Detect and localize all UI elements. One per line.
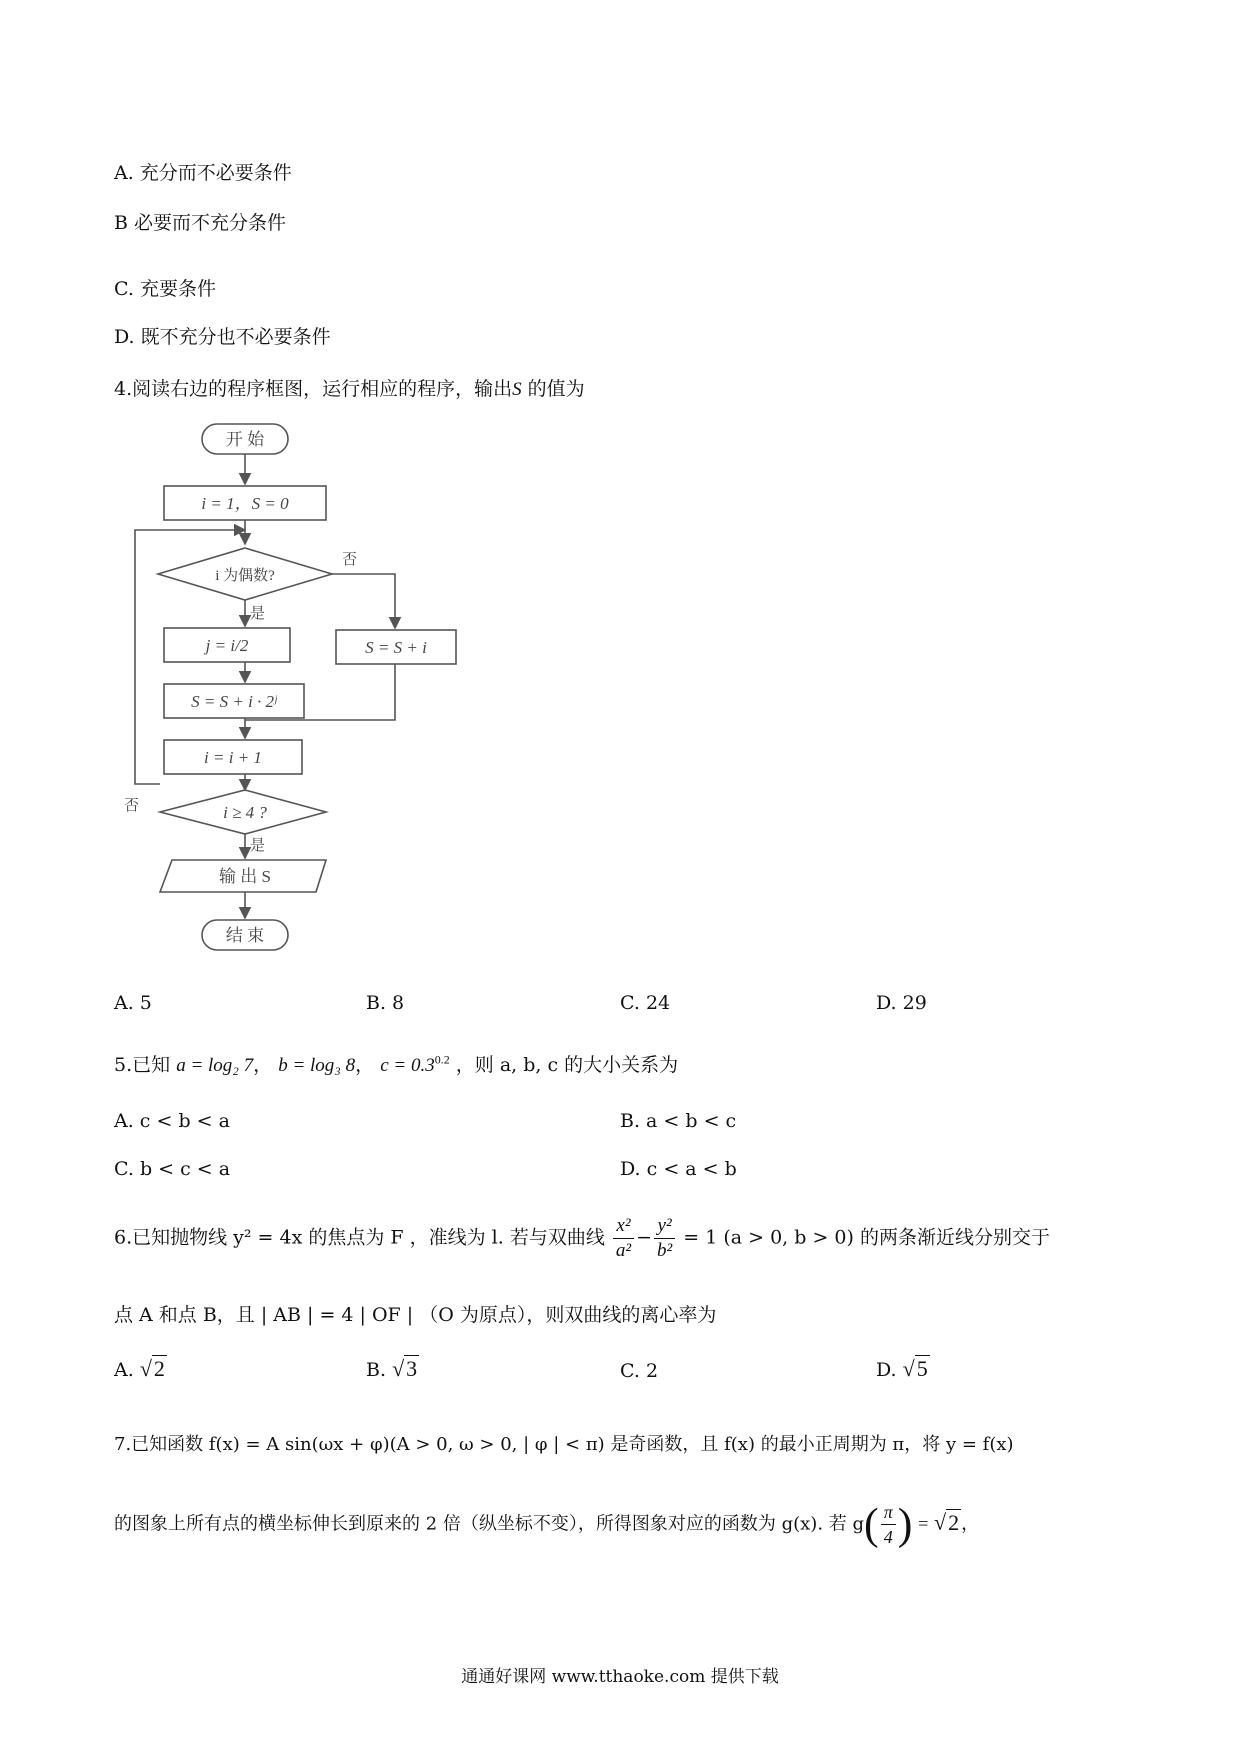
q4-option-d: D. 29 [876,992,927,1014]
q6-option-c: C. 2 [620,1360,659,1382]
q3-option-d: D. 既不充分也不必要条件 [114,326,331,348]
yes-label-1: 是 [250,606,266,622]
cond-stop-label: i ≥ 4 ? [223,803,267,822]
q3-option-c: C. 充要条件 [114,278,216,300]
q6-option-a: A. √2 [114,1356,165,1381]
no-label-2: 否 [124,798,140,814]
q6-option-b: B. √3 [366,1356,418,1381]
hyperbola-x-frac: $\frac{\text{x²}}{\text{a²}}$ [613,1214,634,1263]
q7-stem-line2: 的图象上所有点的横坐标伸长到原来的 2 倍（纵坐标不变），所得图象对应的函数为 g(x). 若 g( $\frac{\pi}{4}$ ) = √2 ， [114,1499,980,1549]
pi-over-4-frac: $\frac{\pi}{4}$ [881,1500,896,1549]
init-label: i = 1，S = 0 [201,494,289,513]
q5-option-c: C. b < c < a [114,1158,231,1180]
s-plus-i-label: S = S + i [365,638,427,657]
q3-option-a: A. 充分而不必要条件 [114,162,292,184]
q5-option-b: B. a < b < c [620,1110,737,1132]
yes-label-2: 是 [250,838,266,854]
q7-stem-line1: 7.已知函数 f(x) = A sin(ωx + φ)(A > 0, ω > 0, | φ | < π) 是奇函数，且 f(x) 的最小正周期为 π，将 y = f(x) [114,1434,1014,1455]
no-label-1: 否 [342,552,358,568]
output-label: 输 出 S [219,867,271,886]
q6-stem-line2: 点 A 和点 B，且 | AB | = 4 | OF | （O 为原点），则双曲线的离心率为 [114,1304,717,1326]
increment-label: i = i + 1 [204,748,262,767]
start-label: 开 始 [225,430,265,449]
q4-option-c: C. 24 [620,992,671,1014]
q3-option-b: B 必要而不充分条件 [114,212,287,234]
q4-option-b: B. 8 [366,992,405,1014]
q5-option-a: A. c < b < a [114,1110,230,1132]
q5-stem: 5.已知 a = log₂ 7， b = log₃ 8， $c = 0.3^{0.2}$ ，则 a, b, c 的大小关系为 [114,1052,679,1076]
program-flowchart [124,418,530,968]
q6-option-d: D. √5 [876,1356,928,1381]
q4-stem: 4.阅读右边的程序框图，运行相应的程序，输出S 的值为 [114,378,585,400]
j-assign-label: j = i/2 [205,636,249,655]
q6-stem-line1: 6.已知抛物线 y² = 4x 的焦点为 F ，准线为 l. 若与双曲线 $\frac{\text{x²}}{\text{a²}}$ − $\frac{\text{y²}}{\text{b²}}$ = 1 (a > 0, b > 0) 的两条渐近线分别交于 [114,1215,1050,1261]
cond-even-label: i 为偶数? [215,568,275,584]
q5-option-d: D. c < a < b [620,1158,737,1180]
end-label: 结 束 [225,926,265,945]
page-footer: 通通好课网 www.tthaoke.com 提供下载 [461,1667,779,1687]
hyperbola-y-frac: $\frac{\text{y²}}{\text{b²}}$ [654,1214,675,1263]
s-plus-i2j-label: S = S + i · 2ʲ [191,692,277,711]
q4-option-a: A. 5 [114,992,152,1014]
